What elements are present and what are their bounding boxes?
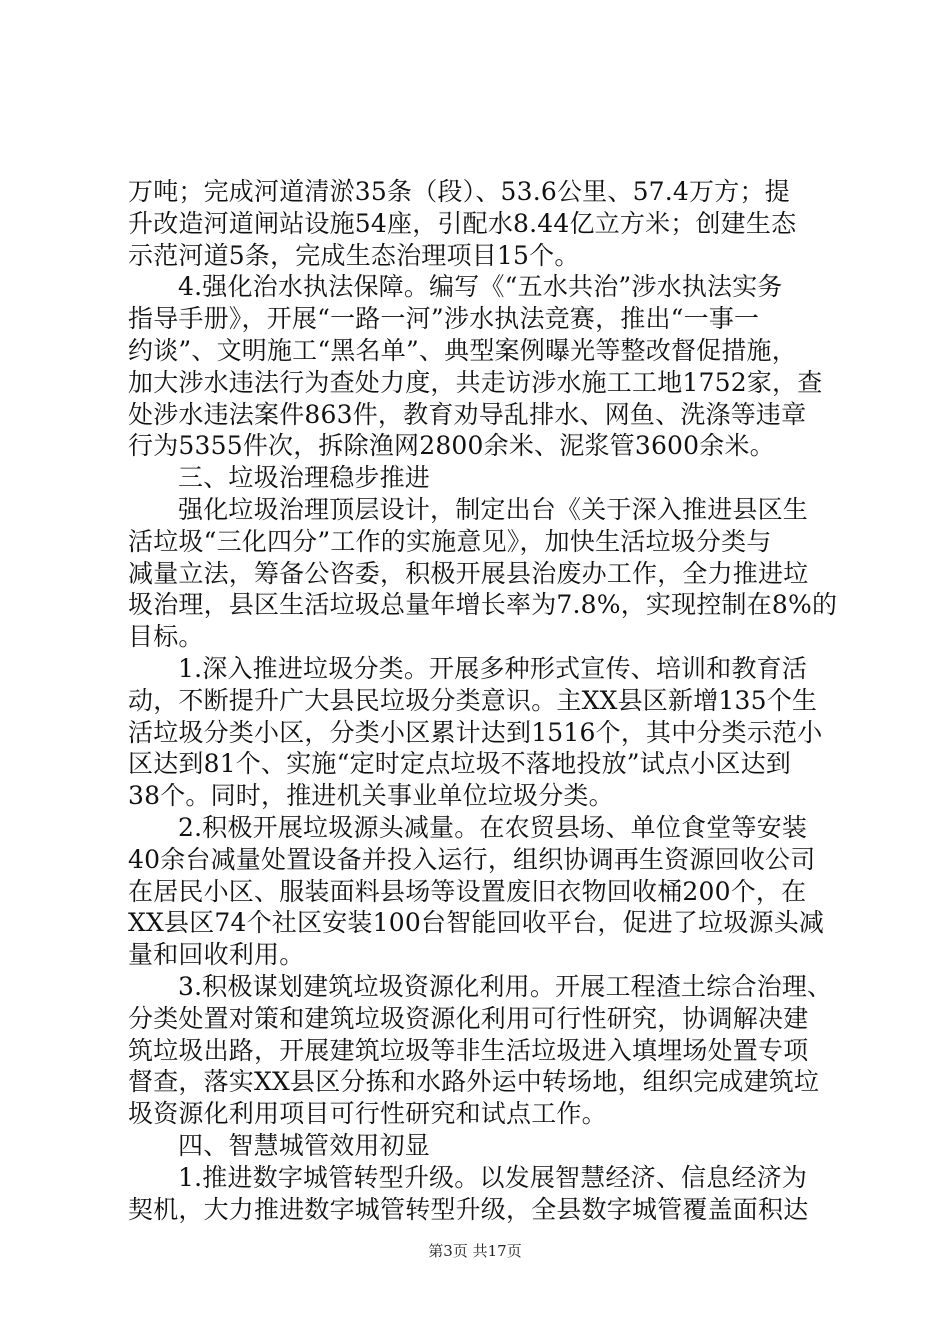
text-line: 四、智慧城管效用初显 bbox=[178, 1130, 431, 1160]
text-line: XX县区74个社区安装100台智能回收平台，促进了垃圾源头减 bbox=[128, 908, 825, 938]
text-line: 万吨；完成河道清淤35条（段）、53.6公里、57.4万方；提 bbox=[128, 177, 790, 206]
text-line: 量和回收利用。 bbox=[128, 940, 305, 970]
text-line: 示范河道5条，完成生态治理项目15个。 bbox=[128, 240, 580, 270]
text-line: 筑垃圾出路，开展建筑垃圾等非生活垃圾进入填埋场处置专项 bbox=[128, 1035, 809, 1065]
document-body bbox=[128, 176, 838, 1225]
text-line: 动，不断提升广大县民垃圾分类意识。主XX县区新增135个生 bbox=[128, 685, 818, 715]
text-line: 活垃圾“三化四分”工作的实施意见》，加快生活垃圾分类与 bbox=[128, 526, 772, 556]
text-line: 2.积极开展垃圾源头减量。在农贸县场、单位食堂等安装 bbox=[178, 812, 808, 842]
text-line: 三、垃圾治理稳步推进 bbox=[178, 463, 431, 493]
text-line: 活垃圾分类小区，分类小区累计达到1516个，其中分类示范小 bbox=[128, 717, 823, 747]
text-line: 在居民小区、服装面料县场等设置废旧衣物回收桶200个，在 bbox=[128, 876, 807, 906]
text-line: 40余台减量处置设备并投入运行，组织协调再生资源回收公司 bbox=[128, 844, 816, 874]
text-line: 升改造河道闸站设施54座，引配水8.44亿立方米；创建生态 bbox=[128, 208, 797, 238]
text-line: 契机，大力推进数字城管转型升级，全县数字城管覆盖面积达 bbox=[128, 1194, 809, 1224]
text-line: 分类处置对策和建筑垃圾资源化利用可行性研究，协调解决建 bbox=[128, 1003, 809, 1033]
text-line: 38个。同时，推进机关事业单位垃圾分类。 bbox=[128, 781, 614, 811]
text-line: 约谈”、文明施工“黑名单”、典型案例曝光等整改督促措施， bbox=[128, 335, 797, 365]
text-line: 减量立法，筹备公咨委，积极开展县治废办工作，全力推进垃 bbox=[128, 558, 809, 588]
text-line: 3.积极谋划建筑垃圾资源化利用。开展工程渣土综合治理、 bbox=[178, 971, 833, 1001]
text-line: 1.推进数字城管转型升级。以发展智慧经济、信息经济为 bbox=[178, 1162, 808, 1192]
text-line: 1.深入推进垃圾分类。开展多种形式宣传、培训和教育活 bbox=[178, 653, 808, 683]
text-line: 目标。 bbox=[128, 622, 204, 652]
text-line: 4.强化治水执法保障。编写《“五水共治”涉水执法实务 bbox=[178, 272, 783, 302]
text-line: 处涉水违法案件863件，教育劝导乱排水、网鱼、洗涤等违章 bbox=[128, 399, 807, 429]
page-footer: 第3页 共17页 bbox=[428, 1242, 522, 1260]
text-line: 区达到81个、实施“定时定点垃圾不落地投放”试点小区达到 bbox=[128, 749, 791, 779]
text-line: 圾治理，县区生活垃圾总量年增长率为7.8%，实现控制在8%的 bbox=[128, 590, 838, 620]
text-line: 指导手册》，开展“一路一河”涉水执法竞赛，推出“一事一 bbox=[128, 304, 760, 334]
text-line: 行为5355件次，拆除渔网2800余米、泥浆管3600余米。 bbox=[128, 431, 775, 461]
text-line: 强化垃圾治理顶层设计，制定出台《关于深入推进县区生 bbox=[178, 494, 809, 524]
text-line: 督查，落实XX县区分拣和水路外运中转场地，组织完成建筑垃 bbox=[128, 1067, 820, 1097]
text-line: 圾资源化利用项目可行性研究和试点工作。 bbox=[128, 1099, 607, 1129]
text-line: 加大涉水违法行为查处力度，共走访涉水施工工地1752家，查 bbox=[128, 367, 823, 397]
